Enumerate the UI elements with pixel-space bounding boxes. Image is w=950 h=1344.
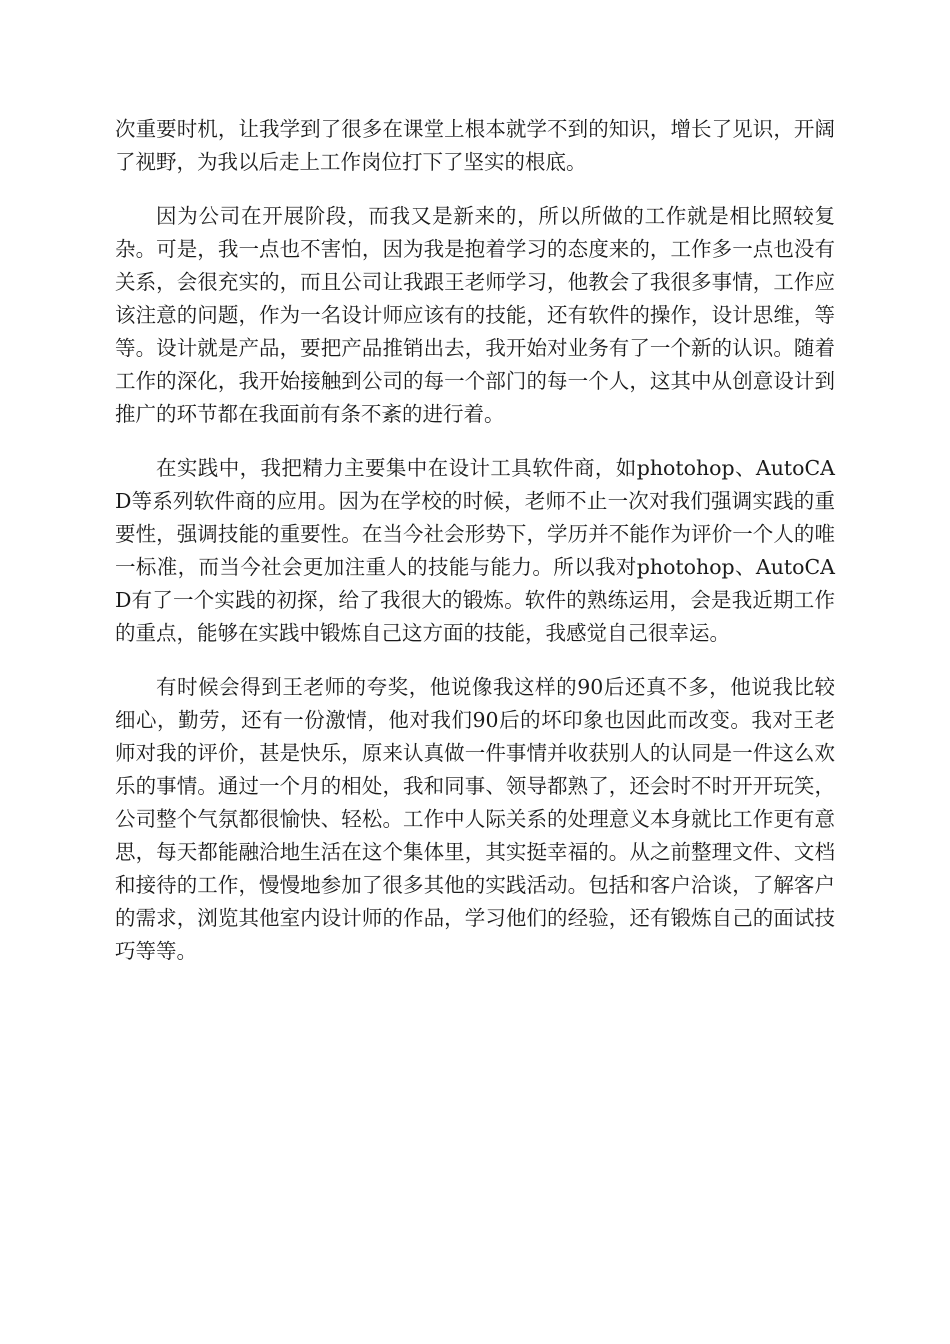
paragraph-3: 在实践中，我把精力主要集中在设计工具软件商，如photohop、AutoCAD等系列软件商的应用。因为在学校的时候，老师不止一次对我们强调实践的重要性，强调技能的重要性。在当今社会形势下，学历并不能作为评价一个人的唯一标准，而当今社会更加注重人的技能与能力。所以我对photohop、AutoCAD有了一个实践的初探，给了我很大的锻炼。软件的熟练运用，会是我近期工作的重点，能够在实践中锻炼自己这方面的技能，我感觉自己很幸运。: [115, 456, 835, 645]
paragraph-4: 有时候会得到王老师的夸奖，他说像我这样的90后还真不多，他说我比较细心，勤劳，还有一份激情，他对我们90后的坏印象也因此而改变。我对王老师对我的评价，甚是快乐，原来认真做一件事情并收获别人的认同是一件这么欢乐的事情。通过一个月的相处，我和同事、领导都熟了，还会时不时开开玩笑，公司整个气氛都很愉快、轻松。工作中人际关系的处理意义本身就比工作更有意思，每天都能融洽地生活在这个集体里，其实挺幸福的。从之前整理文件、文档和接待的工作，慢慢地参加了很多其他的实践活动。包括和客户洽谈，了解客户的需求，浏览其他室内设计师的作品，学习他们的经验，还有锻炼自己的面试技巧等等。: [115, 675, 835, 963]
document-page: [115, 113, 835, 968]
paragraph-2: 因为公司在开展阶段，而我又是新来的，所以所做的工作就是相比照较复杂。可是，我一点也不害怕，因为我是抱着学习的态度来的，工作多一点也没有关系，会很充实的，而且公司让我跟王老师学习，他教会了我很多事情，工作应该注意的问题，作为一名设计师应该有的技能，还有软件的操作，设计思维，等等。设计就是产品，要把产品推销出去，我开始对业务有了一个新的认识。随着工作的深化，我开始接触到公司的每一个部门的每一个人，这其中从创意设计到推广的环节都在我面前有条不紊的进行着。: [115, 204, 835, 426]
paragraph-1: 次重要时机，让我学到了很多在课堂上根本就学不到的知识，增长了见识，开阔了视野，为我以后走上工作岗位打下了坚实的根底。: [115, 117, 835, 174]
